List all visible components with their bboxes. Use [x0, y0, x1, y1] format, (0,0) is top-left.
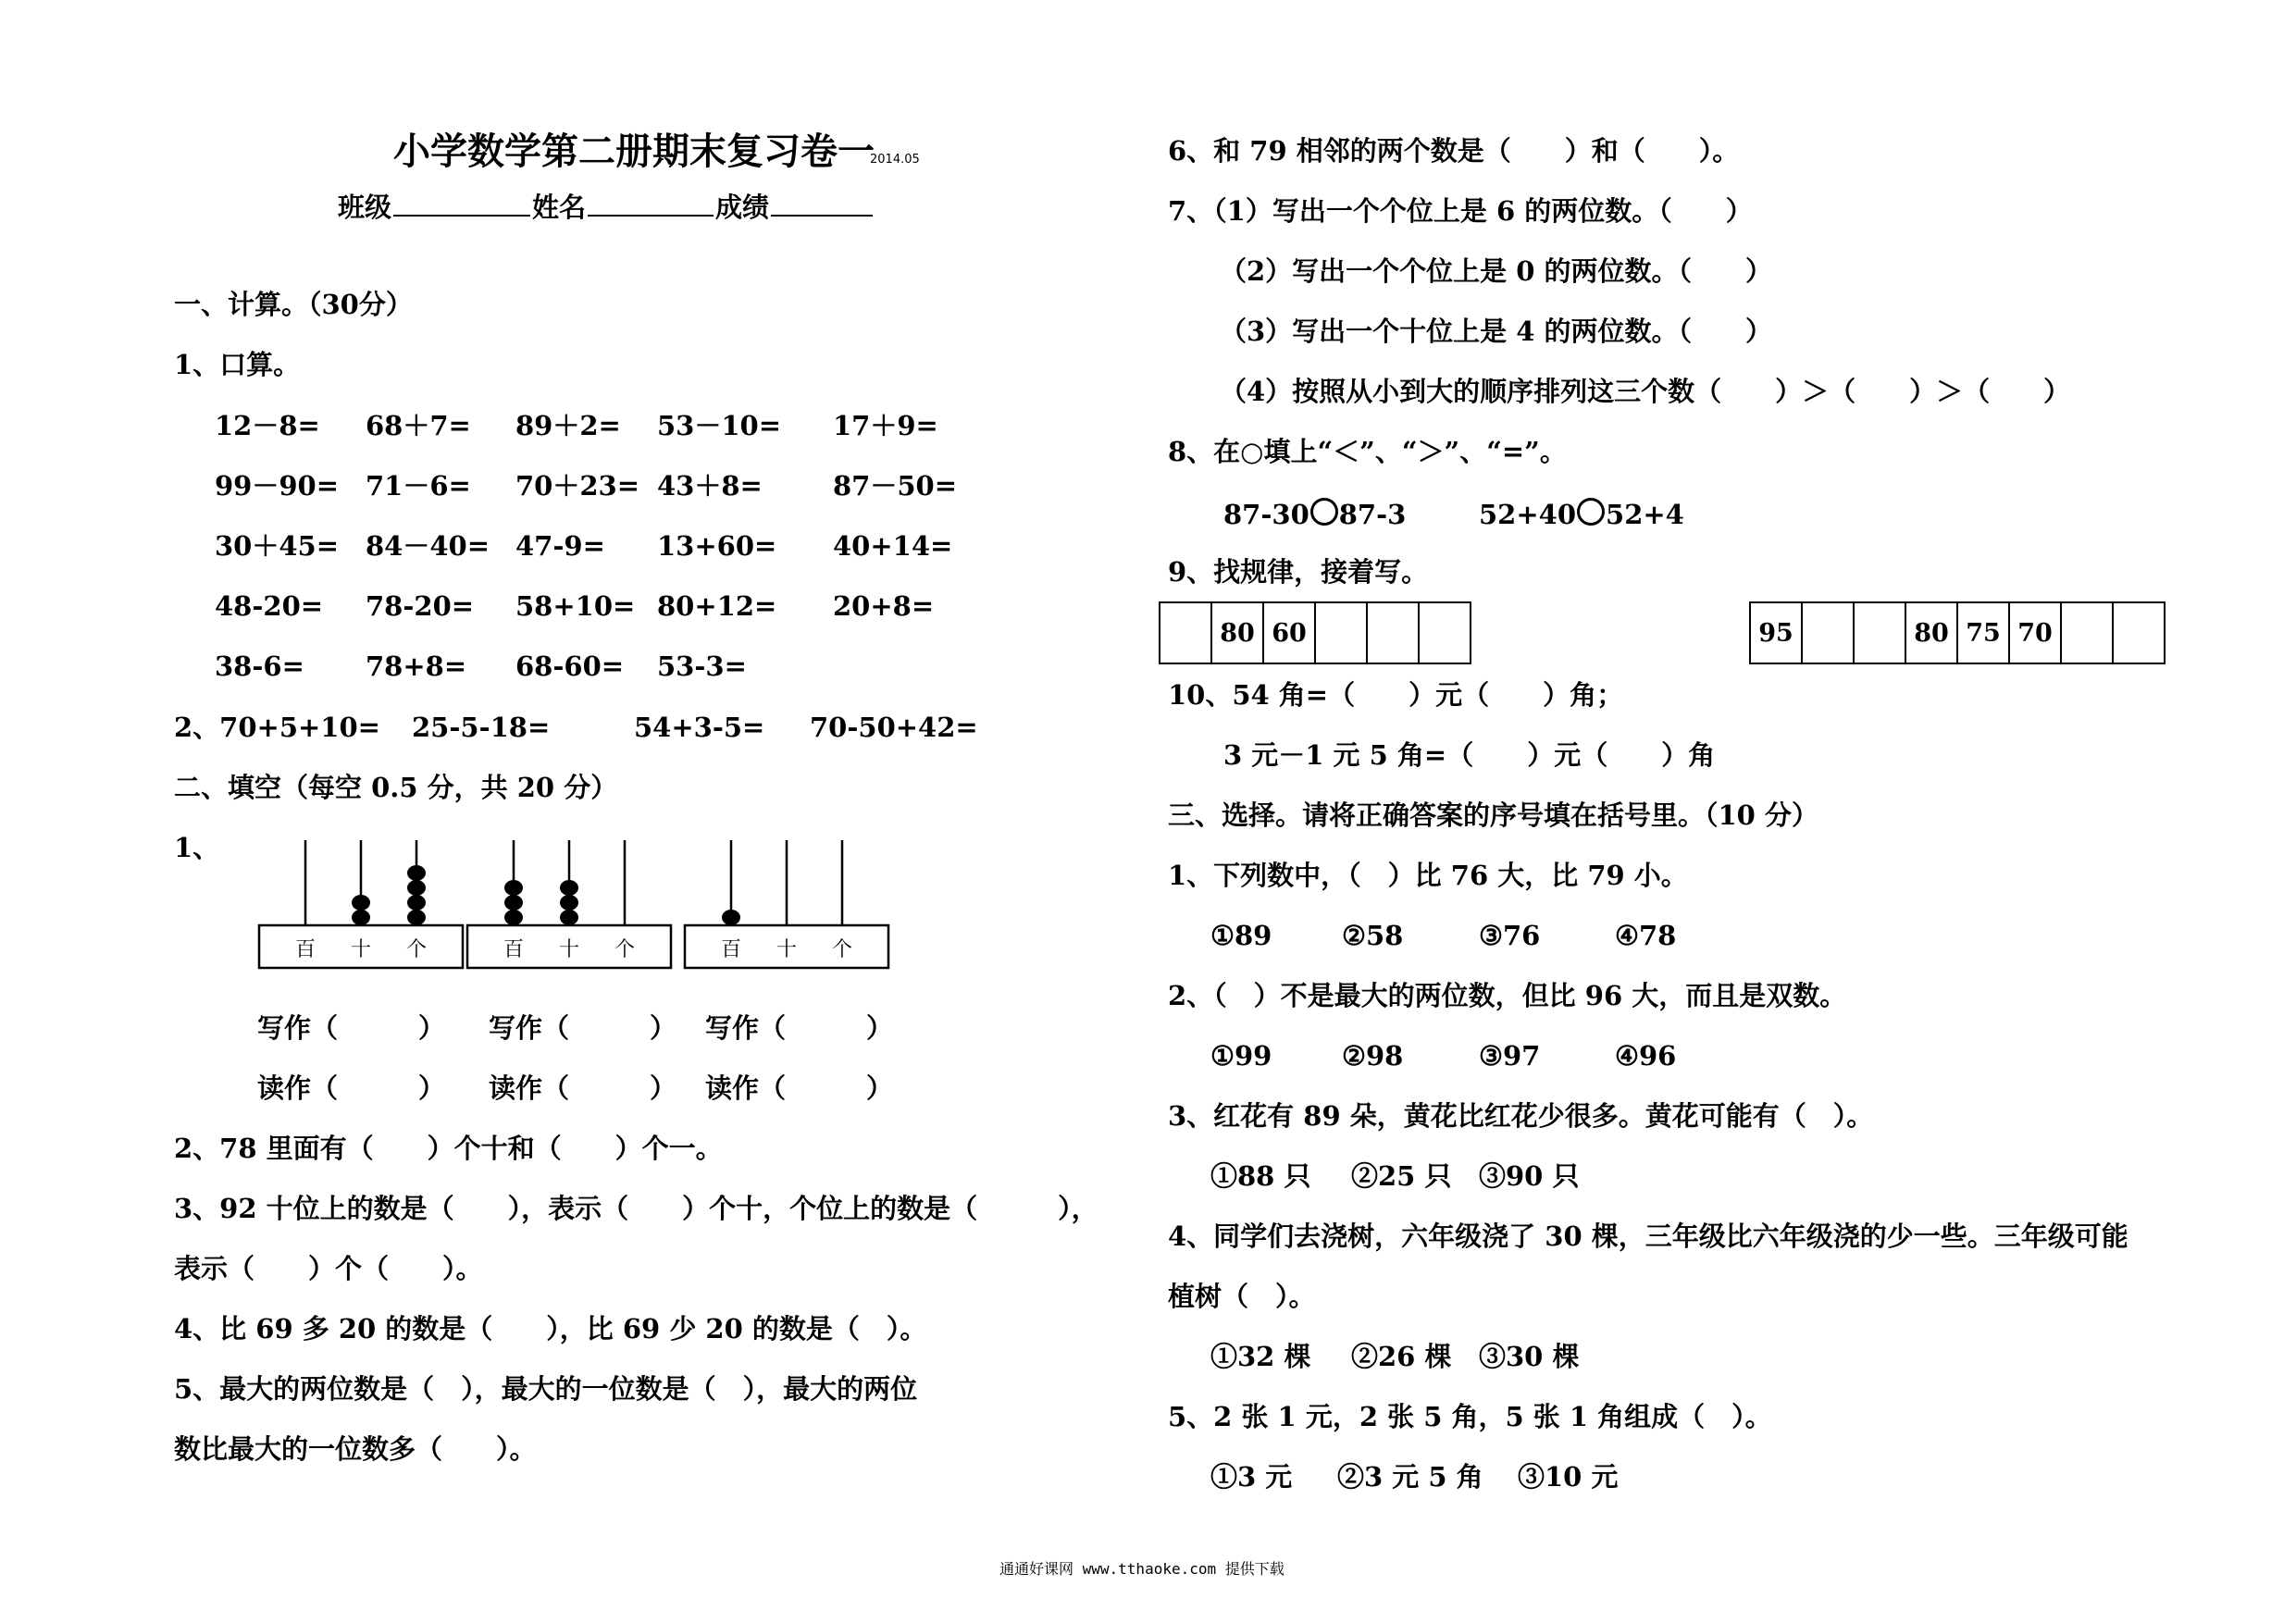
seq2-cell: 75 — [1958, 603, 2010, 663]
choice-1-opt-1[interactable]: ①89 — [1210, 920, 1272, 951]
oral-calc-item: 87－50= — [833, 470, 958, 502]
compare-item-1 — [1223, 498, 1406, 531]
score-field[interactable] — [771, 191, 873, 217]
seq2-cell[interactable] — [1803, 603, 1855, 663]
abacus-bead — [407, 910, 426, 925]
choice-3-opt-1[interactable]: ①88 只 — [1210, 1160, 1311, 1192]
seq1-cell: 80 — [1212, 603, 1264, 663]
oral-calc-item: 78-20= — [366, 590, 475, 622]
q2-item-2: 25-5-18= — [412, 712, 551, 743]
choice-2-opt-3[interactable]: ③97 — [1479, 1040, 1541, 1072]
oral-calc-item: 38-6= — [215, 650, 304, 682]
oral-calc-item: 71－6= — [366, 470, 471, 502]
oral-calc-item: 12－8= — [215, 410, 320, 441]
choice-1-opt-3[interactable]: ③76 — [1479, 920, 1541, 951]
seq2-cell: 80 — [1906, 603, 1958, 663]
oral-calc-item: 80+12= — [657, 590, 777, 622]
choice-5-opt-2[interactable]: ②3 元 5 角 — [1337, 1461, 1483, 1493]
abacus-bead — [352, 910, 370, 925]
oral-calc-item: 48-20= — [215, 590, 324, 622]
abacus-bead — [560, 910, 578, 925]
oral-calc-item: 53－10= — [657, 410, 782, 441]
abacus-1-label-ones: 个 — [405, 938, 428, 961]
abacus-bead — [560, 895, 578, 911]
oral-calc-item: 17＋9= — [833, 410, 938, 441]
oral-calc-item: 43＋8= — [657, 470, 763, 502]
q2-item-1: 2、70+5+10= — [174, 712, 380, 743]
abacus-bead — [560, 880, 578, 896]
choice-3: 3、红花有 89 朵，黄花比红花少很多。黄花可能有（ ）。 — [1168, 1100, 1874, 1132]
abacus-2-label-tens: 十 — [558, 938, 580, 961]
choice-1: 1、下列数中，（ ）比 76 大，比 79 小。 — [1168, 860, 1688, 891]
abacus-2-label-hundreds: 百 — [503, 938, 525, 961]
question-9: 9、找规律，接着写。 — [1168, 556, 1429, 588]
abacus-3-label-hundreds: 百 — [720, 938, 742, 961]
compare-2-right: 52+4 — [1606, 499, 1684, 530]
abacus-bead — [407, 895, 426, 911]
oral-calc-item: 78+8= — [366, 650, 467, 682]
question-10a: 10、54 角=（ ）元（ ）角； — [1168, 679, 1624, 711]
sequence-box-2 — [1749, 601, 2166, 664]
choice-2-opt-1[interactable]: ①99 — [1210, 1040, 1272, 1072]
abacus-bead — [352, 895, 370, 911]
compare-1-right: 87-3 — [1338, 499, 1407, 530]
compare-item-2 — [1479, 498, 1684, 531]
sequence-box-1 — [1159, 601, 1471, 664]
abacus-1-write: 写作（ ） — [257, 1012, 446, 1044]
question-7-part1: 7、（1）写出一个个位上是 6 的两位数。（ ） — [1168, 195, 1753, 227]
seq2-cell: 70 — [2010, 603, 2062, 663]
date-label: 2014.05 — [870, 153, 920, 167]
oral-calc-item: 68＋7= — [366, 410, 471, 441]
class-label: 班级 — [338, 192, 392, 223]
q2-item-3: 54+3-5= — [634, 712, 765, 743]
seq1-cell[interactable] — [1160, 603, 1212, 663]
fill-question-4: 4、比 69 多 20 的数是（ ），比 69 少 20 的数是（ ）。 — [174, 1313, 927, 1344]
seq1-cell: 60 — [1264, 603, 1316, 663]
name-label: 姓名 — [532, 192, 587, 223]
seq1-cell[interactable] — [1368, 603, 1420, 663]
abacus-2-write: 写作（ ） — [489, 1012, 677, 1044]
choice-3-opt-3[interactable]: ③90 只 — [1479, 1160, 1580, 1192]
choice-2: 2、（ ）不是最大的两位数，但比 96 大，而且是双数。 — [1168, 980, 1847, 1011]
abacus-2-read: 读作（ ） — [489, 1072, 677, 1104]
compare-2-left: 52+40 — [1479, 499, 1577, 530]
question-7-part4: （4）按照从小到大的顺序排列这三个数（ ）＞（ ）＞（ ） — [1220, 376, 2071, 407]
oral-calc-item: 89＋2= — [515, 410, 621, 441]
oral-calc-item: 40+14= — [833, 530, 953, 562]
seq2-cell[interactable] — [2114, 603, 2164, 663]
seq1-cell[interactable] — [1420, 603, 1470, 663]
choice-4-opt-2[interactable]: ②26 棵 — [1351, 1341, 1452, 1372]
oral-calc-item: 70＋23= — [515, 470, 640, 502]
abacus-2 — [467, 840, 671, 968]
fill-question-3b: 表示（ ）个（ ）。 — [174, 1253, 483, 1284]
q1-title: 1、口算。 — [174, 349, 301, 380]
seq2-cell[interactable] — [1855, 603, 1906, 663]
abacus-bead — [407, 880, 426, 896]
section3-heading: 三、选择。请将正确答案的序号填在括号里。（10 分） — [1168, 799, 1818, 831]
compare-1-left: 87-30 — [1223, 499, 1309, 530]
question-7-part3: （3）写出一个十位上是 4 的两位数。（ ） — [1220, 316, 1773, 347]
oral-calc-item: 99－90= — [215, 470, 340, 502]
abacus-2-label-ones: 个 — [614, 938, 636, 961]
choice-3-opt-2[interactable]: ②25 只 — [1351, 1160, 1452, 1192]
question-7-part2: （2）写出一个个位上是 0 的两位数。（ ） — [1220, 255, 1773, 287]
compare-1-circle[interactable] — [1310, 498, 1338, 526]
abacus-bead — [504, 895, 523, 911]
student-info-line — [338, 191, 875, 224]
oral-calc-item: 58+10= — [515, 590, 636, 622]
q2-item-4: 70-50+42= — [810, 712, 978, 743]
abacus-3-label-tens: 十 — [776, 938, 798, 961]
fill-question-5a: 5、最大的两位数是（ ），最大的一位数是（ ），最大的两位 — [174, 1373, 918, 1405]
oral-calc-item: 13+60= — [657, 530, 777, 562]
abacus-bead — [407, 865, 426, 881]
page-title: 小学数学第二册期末复习卷一 — [393, 130, 875, 173]
abacus-1-label-tens: 十 — [350, 938, 372, 961]
abacus-bead — [504, 880, 523, 896]
choice-1-opt-4[interactable]: ④78 — [1615, 920, 1677, 951]
abacus-3-read: 读作（ ） — [705, 1072, 894, 1104]
section1-heading: 一、计算。（30分） — [174, 289, 413, 320]
choice-1-opt-2[interactable]: ②58 — [1342, 920, 1404, 951]
oral-calc-item: 30＋45= — [215, 530, 340, 562]
seq1-cell[interactable] — [1316, 603, 1368, 663]
choice-4b: 植树（ ）。 — [1168, 1281, 1316, 1312]
oral-calc-item: 84－40= — [366, 530, 490, 562]
compare-2-circle[interactable] — [1577, 498, 1605, 526]
oral-calc-item: 20+8= — [833, 590, 935, 622]
choice-4a: 4、同学们去浇树，六年级浇了 30 棵，三年级比六年级浇的少一些。三年级可能 — [1168, 1220, 2128, 1252]
question-10b: 3 元－1 元 5 角=（ ）元（ ）角 — [1223, 739, 1716, 771]
abacus-3-write: 写作（ ） — [705, 1012, 894, 1044]
abacus-bead — [722, 910, 740, 925]
fill-question-5b: 数比最大的一位数多（ ）。 — [174, 1433, 537, 1465]
class-field[interactable] — [393, 191, 530, 217]
choice-4-opt-1[interactable]: ①32 棵 — [1210, 1341, 1311, 1372]
abacus-1-label-hundreds: 百 — [294, 938, 316, 961]
oral-calc-item: 47-9= — [515, 530, 605, 562]
abacus-3-label-ones: 个 — [831, 938, 853, 961]
footer-credit: 通通好课网 www.tthaoke.com 提供下载 — [999, 1560, 1285, 1578]
fill-question-3a: 3、92 十位上的数是（ ），表示（ ）个十，个位上的数是（ ）， — [174, 1193, 1098, 1224]
abacus-bead — [504, 910, 523, 925]
score-label: 成绩 — [715, 192, 770, 223]
abacus-3 — [685, 840, 888, 968]
question-8: 8、在○填上“＜”、“＞”、“=”。 — [1168, 436, 1567, 467]
choice-4-opt-3[interactable]: ③30 棵 — [1479, 1341, 1580, 1372]
section2-heading: 二、填空（每空 0.5 分，共 20 分） — [174, 772, 618, 803]
question-6: 6、和 79 相邻的两个数是（ ）和（ ）。 — [1168, 135, 1740, 167]
choice-5: 5、2 张 1 元，2 张 5 角，5 张 1 角组成（ ）。 — [1168, 1401, 1772, 1432]
name-field[interactable] — [588, 191, 714, 217]
abacus-figures — [250, 824, 898, 981]
seq2-cell: 95 — [1751, 603, 1803, 663]
abacus-1-read: 读作（ ） — [257, 1072, 446, 1104]
abacus-1 — [259, 840, 463, 968]
choice-2-opt-2[interactable]: ②98 — [1342, 1040, 1404, 1072]
choice-2-opt-4[interactable]: ④96 — [1615, 1040, 1677, 1072]
choice-5-opt-3[interactable]: ③10 元 — [1518, 1461, 1619, 1493]
choice-5-opt-1[interactable]: ①3 元 — [1210, 1461, 1293, 1493]
seq2-cell[interactable] — [2062, 603, 2114, 663]
abacus-question-number: 1、 — [174, 832, 220, 863]
oral-calc-item: 53-3= — [657, 650, 747, 682]
fill-question-2: 2、78 里面有（ ）个十和（ ）个一。 — [174, 1133, 723, 1164]
oral-calc-item: 68-60= — [515, 650, 625, 682]
